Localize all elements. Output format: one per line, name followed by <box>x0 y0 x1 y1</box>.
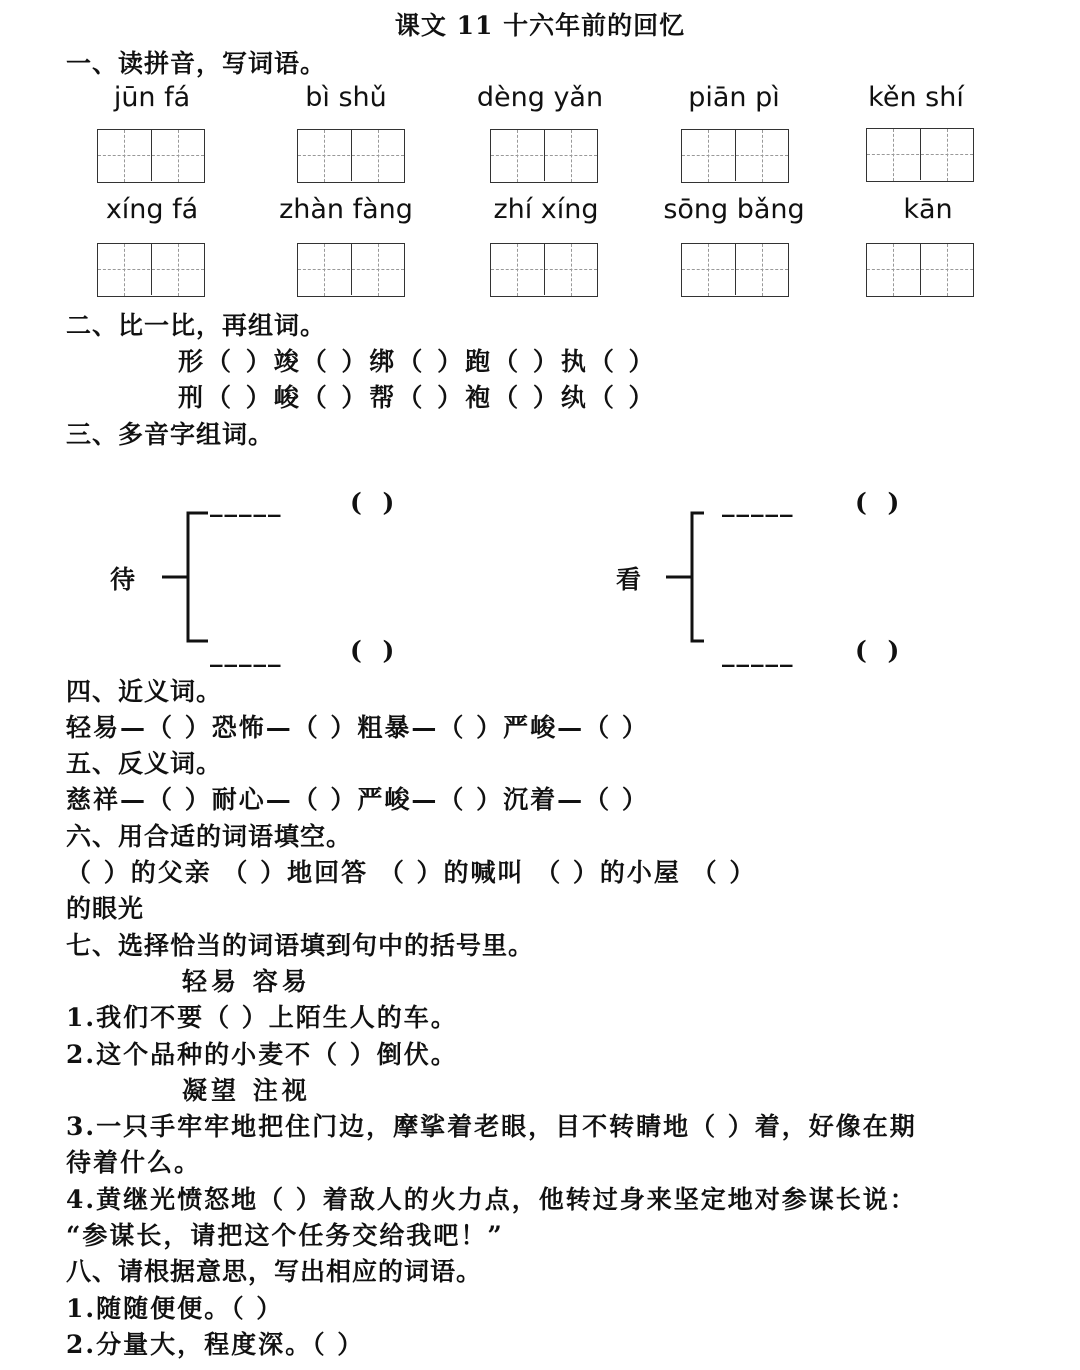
writing-grid[interactable] <box>97 129 205 183</box>
section-2-heading: 二、比一比，再组词。 <box>66 311 327 340</box>
blank-paren[interactable]: ( ) <box>350 488 401 517</box>
blank-paren[interactable]: ( ) <box>855 636 906 665</box>
word-choices-1: 轻易 容易 <box>182 967 311 996</box>
blank-paren[interactable]: ( ) <box>350 636 401 665</box>
writing-grid[interactable] <box>681 129 789 183</box>
pinyin-4: piān pì <box>688 82 780 113</box>
section-8-heading: 八、请根据意思，写出相应的词语。 <box>66 1257 483 1286</box>
question-4-line-1: 4.黄继光愤怒地（ ）着敌人的火力点，他转过身来坚定地对参谋长说： <box>66 1185 917 1214</box>
writing-grid[interactable] <box>97 243 205 297</box>
writing-grid[interactable] <box>490 243 598 297</box>
polyphone-char-2: 看 <box>616 565 642 594</box>
question-4-line-2: “参谋长，请把这个任务交给我吧！” <box>66 1221 504 1250</box>
blank-paren[interactable]: ( ) <box>855 488 906 517</box>
section-4-heading: 四、近义词。 <box>66 677 223 706</box>
pinyin-3: dèng yǎn <box>476 82 604 113</box>
meaning-question-1: 1.随随便便。（ ） <box>66 1294 284 1323</box>
section-7-heading: 七、选择恰当的词语填到句中的括号里。 <box>66 931 535 960</box>
pinyin-1: jūn fá <box>113 82 191 113</box>
blank-line[interactable]: _____ <box>722 488 795 517</box>
compare-line-1: 形（ ）竣（ ）绑（ ）跑（ ）执（ ） <box>178 347 657 376</box>
meaning-question-2: 2.分量大，程度深。（ ） <box>66 1330 365 1359</box>
section-5-heading: 五、反义词。 <box>66 749 223 778</box>
pinyin-9: sōng bǎng <box>663 194 805 225</box>
polyphone-char-1: 待 <box>110 565 136 594</box>
section-1-heading: 一、读拼音，写词语。 <box>66 49 327 78</box>
pinyin-7: zhàn fàng <box>279 194 413 225</box>
page-title: 课文 11 十六年前的回忆 <box>394 11 686 40</box>
section-6-heading: 六、用合适的词语填空。 <box>66 822 353 851</box>
question-1: 1.我们不要（ ）上陌生人的车。 <box>66 1003 458 1032</box>
blank-line[interactable]: _____ <box>210 488 283 517</box>
left-brace <box>160 505 220 650</box>
writing-grid[interactable] <box>297 129 405 183</box>
writing-grid[interactable] <box>681 243 789 297</box>
writing-grid[interactable] <box>866 243 974 297</box>
question-3-line-1: 3.一只手牢牢地把住门边，摩挲着老眼，目不转睛地（ ）着，好像在期 <box>66 1112 917 1141</box>
writing-grid[interactable] <box>297 243 405 297</box>
blank-line[interactable]: _____ <box>722 638 795 667</box>
synonym-line: 轻易—（ ）恐怖—（ ）粗暴—（ ）严峻—（ ） <box>66 713 649 742</box>
fill-line-2: 的眼光 <box>66 894 145 923</box>
pinyin-8: zhí xíng <box>493 194 599 225</box>
writing-grid[interactable] <box>490 129 598 183</box>
question-3-line-2: 待着什么。 <box>66 1148 202 1177</box>
right-brace <box>664 505 724 650</box>
pinyin-2: bì shǔ <box>305 82 387 113</box>
word-choices-2: 凝望 注视 <box>182 1076 311 1105</box>
pinyin-10: kān <box>903 194 953 225</box>
antonym-line: 慈祥—（ ）耐心—（ ）严峻—（ ）沉着—（ ） <box>66 785 649 814</box>
pinyin-6: xíng fá <box>105 194 199 225</box>
blank-line[interactable]: _____ <box>210 638 283 667</box>
pinyin-5: kěn shí <box>868 82 964 113</box>
writing-grid[interactable] <box>866 128 974 182</box>
compare-line-2: 刑（ ）峻（ ）帮（ ）袍（ ）纨（ ） <box>178 383 657 412</box>
section-3-heading: 三、多音字组词。 <box>66 420 275 449</box>
fill-line-1: （ ）的父亲 （ ）地回答 （ ）的喊叫 （ ）的小屋 （ ） <box>66 858 757 887</box>
question-2: 2.这个品种的小麦不（ ）倒伏。 <box>66 1040 458 1069</box>
